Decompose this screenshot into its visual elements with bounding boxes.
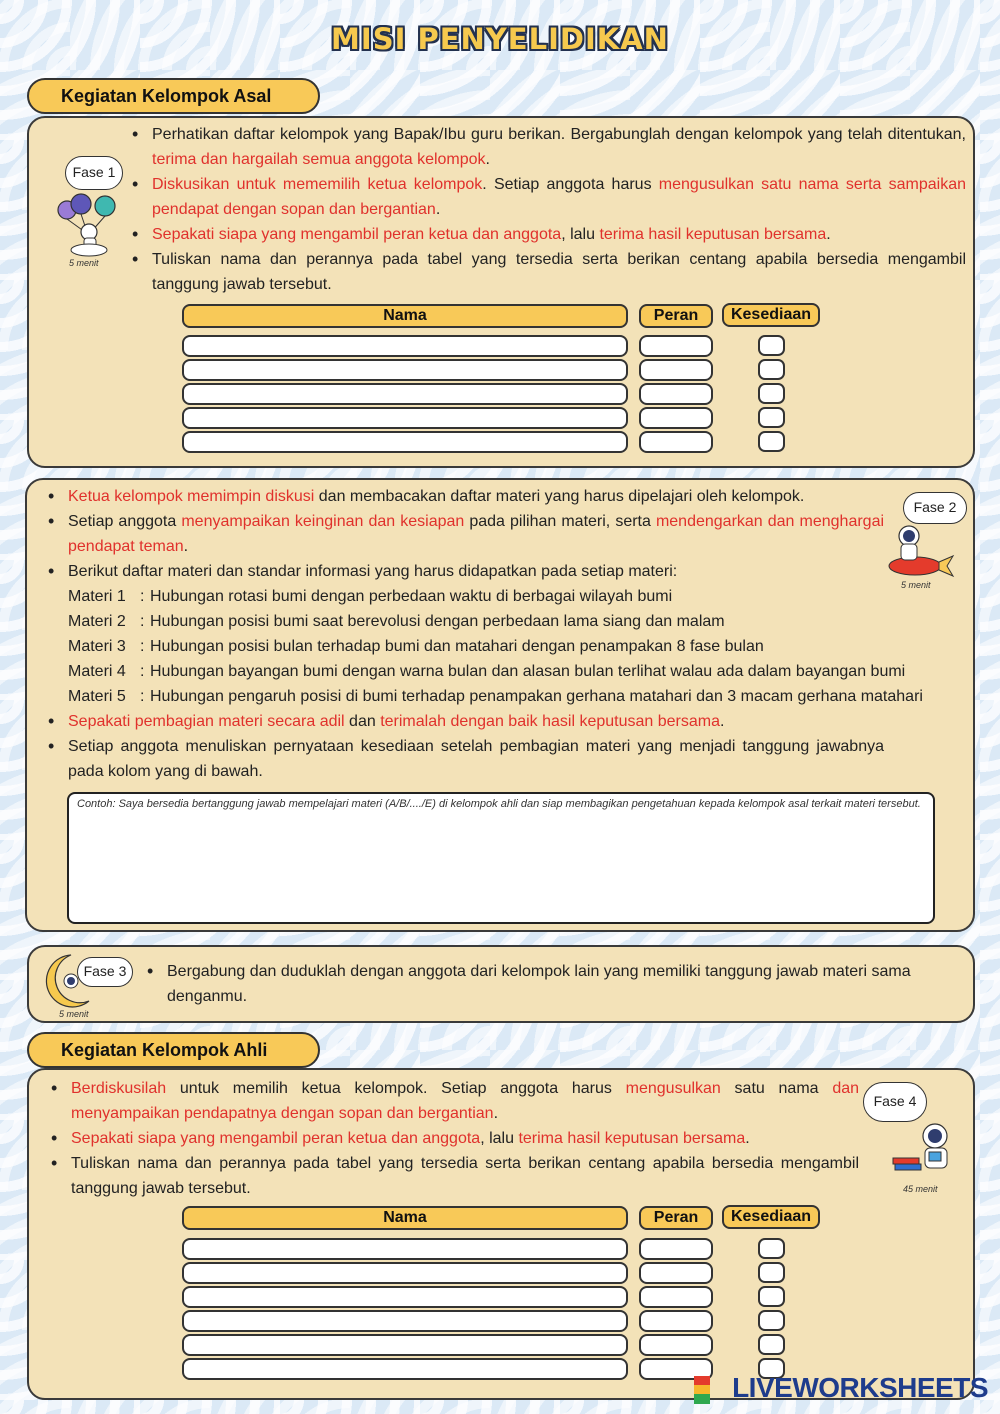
- column-header-name: Nama: [182, 304, 628, 328]
- phase-bubble: Fase 4: [863, 1082, 927, 1122]
- column-header-role: Peran: [639, 1206, 713, 1230]
- phase-bubble: Fase 2: [903, 492, 967, 524]
- readiness-checkbox[interactable]: [758, 1334, 785, 1355]
- material-item: Materi 4 : Hubungan bayangan bumi dengan warna bulan dan alasan bulan terlihat walau ada dalam bayangan bumi: [68, 663, 906, 680]
- readiness-checkbox[interactable]: [758, 359, 785, 380]
- section-header-kelompok-ahli: Kegiatan Kelompok Ahli: [27, 1032, 320, 1068]
- readiness-checkbox[interactable]: [758, 1310, 785, 1331]
- name-input[interactable]: [182, 1334, 628, 1356]
- column-header-role: Peran: [639, 304, 713, 328]
- list-item: • Ketua kelompok memimpin diskusi dan membacakan daftar materi yang harus dipelajari oleh kelompok.: [46, 484, 884, 509]
- readiness-checkbox[interactable]: [758, 1238, 785, 1259]
- liveworksheets-logo-icon: [694, 1376, 710, 1404]
- readiness-checkbox[interactable]: [758, 1286, 785, 1307]
- phase-duration: 5 menit: [901, 580, 931, 590]
- page-title: MISI PENYELIDIKAN: [331, 22, 669, 56]
- instruction-list: [130, 122, 966, 297]
- name-input[interactable]: [182, 383, 628, 405]
- material-item: Materi 5 : Hubungan pengaruh posisi di bumi terhadap penampakan gerhana matahari dan 3 macam gerhana matahari: [68, 688, 923, 705]
- instruction-list: [145, 959, 965, 1009]
- list-item: • Perhatikan daftar kelompok yang Bapak/Ibu guru berikan. Bergabunglah dengan kelompok yang telah ditentukan, terima dan hargailah semua anggota kelompok.: [130, 122, 966, 172]
- statement-placeholder: Contoh: Saya bersedia bertanggung jawab mempelajari materi (A/B/..../E) di kelompok ahli dan siap membagikan pengetahuan kepada kelompok asal terkait materi tersebut.: [77, 798, 921, 810]
- instruction-list: [49, 1076, 859, 1201]
- name-input[interactable]: [182, 1262, 628, 1284]
- list-item: • Tuliskan nama dan perannya pada tabel yang tersedia serta berikan centang apabila bersedia mengambil tanggung jawab tersebut.: [49, 1151, 859, 1201]
- astronaut-books-icon: [889, 1120, 961, 1176]
- column-header-name: Nama: [182, 1206, 628, 1230]
- instruction-list-2: [46, 709, 884, 784]
- readiness-checkbox[interactable]: [758, 383, 785, 404]
- readiness-checkbox[interactable]: [758, 1262, 785, 1283]
- name-input[interactable]: [182, 1286, 628, 1308]
- panel-kelompok-ahli: [27, 1068, 975, 1400]
- role-input[interactable]: [639, 1286, 713, 1308]
- phase-duration: 5 menit: [69, 258, 99, 268]
- astronaut-balloons-icon: [55, 188, 125, 258]
- role-input[interactable]: [639, 383, 713, 405]
- material-item: Materi 2 : Hubungan posisi bumi saat berevolusi dengan perbedaan lama siang dan malam: [68, 613, 725, 630]
- role-input[interactable]: [639, 1262, 713, 1284]
- list-item: • Sepakati pembagian materi secara adil dan terimalah dengan baik hasil keputusan bersama.: [46, 709, 884, 734]
- column-header-readiness: Kesediaan: [722, 303, 820, 327]
- brand-watermark: LIVEWORKSHEETS: [732, 1372, 988, 1403]
- name-input[interactable]: [182, 407, 628, 429]
- name-input[interactable]: [182, 1358, 628, 1380]
- list-item: • Berdiskusilah untuk memilih ketua kelompok. Setiap anggota harus mengusulkan satu nama dan menyampaikan pendapatnya dengan sopan dan bergantian.: [49, 1076, 859, 1126]
- name-input[interactable]: [182, 359, 628, 381]
- role-input[interactable]: [639, 407, 713, 429]
- role-input[interactable]: [639, 1334, 713, 1356]
- role-input[interactable]: [639, 1310, 713, 1332]
- list-item: • Setiap anggota menuliskan pernyataan kesediaan setelah pembagian materi yang menjadi tanggung jawabnya pada kolom yang di bawah.: [46, 734, 884, 784]
- panel-fase-2: [25, 478, 975, 932]
- instruction-list: [46, 484, 884, 584]
- astronaut-rocket-icon: [887, 522, 957, 578]
- list-item: • Diskusikan untuk mememilih ketua kelompok. Setiap anggota harus mengusulkan satu nama serta sampaikan pendapat dengan sopan dan bergantian.: [130, 172, 966, 222]
- list-item: • Berikut daftar materi dan standar informasi yang harus didapatkan pada setiap materi:: [46, 559, 884, 584]
- role-input[interactable]: [639, 335, 713, 357]
- phase-bubble: Fase 1: [65, 156, 123, 190]
- list-item: • Bergabung dan duduklah dengan anggota dari kelompok lain yang memiliki tanggung jawab materi sama denganmu.: [145, 959, 965, 1009]
- readiness-checkbox[interactable]: [758, 407, 785, 428]
- phase-duration: 45 menit: [903, 1184, 938, 1194]
- panel-kelompok-asal: [27, 116, 975, 468]
- role-input[interactable]: [639, 431, 713, 453]
- readiness-checkbox[interactable]: [758, 335, 785, 356]
- name-input[interactable]: [182, 431, 628, 453]
- role-input[interactable]: [639, 1238, 713, 1260]
- list-item: • Sepakati siapa yang mengambil peran ketua dan anggota, lalu terima hasil keputusan bersama.: [49, 1126, 859, 1151]
- list-item: • Sepakati siapa yang mengambil peran ketua dan anggota, lalu terima hasil keputusan bersama.: [130, 222, 966, 247]
- panel-fase-3: [27, 945, 975, 1023]
- material-item: Materi 3 : Hubungan posisi bulan terhadap bumi dan matahari dengan penampakan 8 fase bulan: [68, 638, 764, 655]
- section-header-kelompok-asal: Kegiatan Kelompok Asal: [27, 78, 320, 114]
- materials-list: [68, 584, 973, 709]
- name-input[interactable]: [182, 335, 628, 357]
- role-input[interactable]: [639, 359, 713, 381]
- list-item: • Tuliskan nama dan perannya pada tabel yang tersedia serta berikan centang apabila bersedia mengambil tanggung jawab tersebut.: [130, 247, 966, 297]
- list-item: • Setiap anggota menyampaikan keinginan dan kesiapan pada pilihan materi, serta mendengarkan dan menghargai pendapat teman.: [46, 509, 884, 559]
- material-item: Materi 1 : Hubungan rotasi bumi dengan perbedaan waktu di berbagai wilayah bumi: [68, 588, 673, 605]
- phase-duration: 5 menit: [59, 1009, 89, 1019]
- phase-bubble: Fase 3: [77, 957, 133, 987]
- readiness-checkbox[interactable]: [758, 431, 785, 452]
- column-header-readiness: Kesediaan: [722, 1205, 820, 1229]
- name-input[interactable]: [182, 1238, 628, 1260]
- readiness-statement-input[interactable]: [67, 792, 935, 924]
- name-input[interactable]: [182, 1310, 628, 1332]
